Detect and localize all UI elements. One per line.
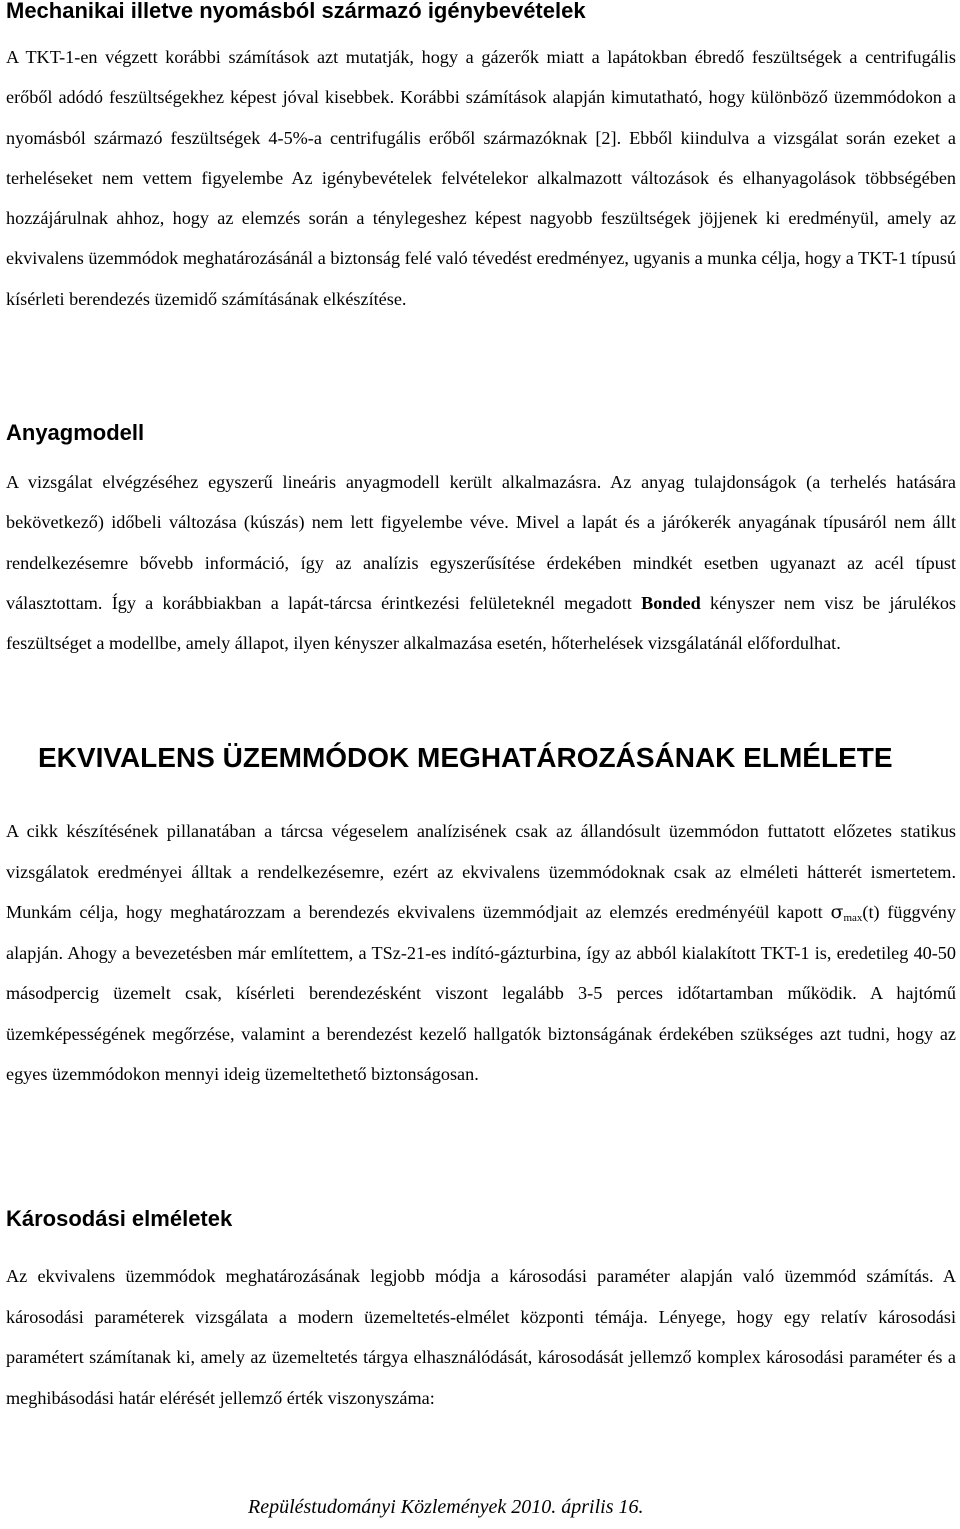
paragraph-damage-theories: Az ekvivalens üzemmódok meghatározásának legjobb módja a károsodási paraméter alapján való üzemmód számítás. A károsodási paraméterek vizsgálata a modern üzemeltetés-elmélet központi témája. Lényege, hogy egy relatív károsodási paramétert számítanak ki, amely az üzemeltetés tárgya elhasználódását, károsodását jellemző komplex károsodási paraméter és a meghibásodási határ elérését jellemző érték viszonyszáma:	[6, 1266, 956, 1408]
paragraph-material-text-2: kényszer nem visz be járulékos feszültséget a modellbe, amely állapot, ilyen kényszer alkalmazása esetén, hőterhelések vizsgálatánál előfordulhat.	[6, 592, 956, 654]
paragraph-equivalent-text-1: A cikk készítésének pillanatában a tárcsa végeselem analízisének csak az állandósult üzemmódon futtatott előzetes statikus vizsgálatok eredményei álltak a rendelkezésemre, ezért az ekvivalens üzemmódoknak csak az elméleti hátterét ismertetem. Munkám célja, hogy meghatározzam a berendezés ekvivalens üzemmódjait az elemzés eredményéül kapott	[6, 821, 956, 922]
paragraph-mechanical: A TKT-1-en végzett korábbi számítások azt mutatják, hogy a gázerők miatt a lapátokban ébredő feszültségek a centrifugális erőből adódó feszültségekhez képest jóval kisebbek. Korábbi számítások alapján kimutatható, hogy különböző üzemmódokon a nyomásból származó feszültségek 4-5%-a centrifugális erőből származóknak [2]. Ebből kiindulva a vizsgálat során ezeket a terheléseket nem vettem figyelembe Az igénybevételek felvételekor alkalmazott változások és elhanyagolások többségében hozzájárulnak ahhoz, hogy az elemzés során a ténylegeshez képest nagyobb feszültségek jöjjenek ki eredményül, amely az ekvivalens üzemmódok meghatározásánál a biztonság felé való tévedést eredményez, ugyanis a munka célja, hogy a TKT-1 típusú kísérleti berendezés üzemidő számításának elkészítése.	[6, 47, 956, 309]
section-heading-damage-theories: Károsodási elméletek	[6, 1206, 233, 1231]
paragraph-material-model	[6, 462, 956, 663]
paragraph-equivalent-modes	[6, 811, 956, 1095]
paragraph-equivalent-text-2: (t) függvény alapján. Ahogy a bevezetésben már említettem, a TSz-21-es indító-gázturbina, így az abból kialakított TKT-1 is, eredetileg 40-50 másodpercig üzemelt csak, kísérleti berendezésként viszont legalább 3-5 perces időtartamban működik. A hajtómű üzemképességének megőrzése, valamint a berendezést kezelő hallgatók biztonságának érdekében szükséges azt tudni, hogy az egyes üzemmódokon mennyi ideig üzemeltethető biztonságosan.	[6, 902, 956, 1084]
bonded-keyword: Bonded	[641, 592, 701, 613]
section-heading-mechanical: Mechanikai illetve nyomásból származó igénybevételek	[6, 0, 586, 23]
section-heading-material-model: Anyagmodell	[6, 420, 145, 445]
sigma-subscript: max	[843, 912, 863, 924]
paragraph-material-text-1: A vizsgálat elvégzéséhez egyszerű lineáris anyagmodell került alkalmazásra. Az anyag tulajdonságok (a terhelés hatására bekövetkező) időbeli változása (kúszás) nem lett figyelembe véve. Mivel a lapát és a járókerék anyagának típusáról nem állt rendelkezésemre bővebb információ, így az analízis egyszerűsítése érdekében mindkét esetben ugyanazt az acél típust választottam. Így a korábbiakban a lapát-tárcsa érintkezési felületeknél megadott	[6, 472, 956, 613]
chapter-heading-equivalent-modes: EKVIVALENS ÜZEMMÓDOK MEGHATÁROZÁSÁNAK ELMÉLETE	[38, 742, 893, 773]
page-footer: Repüléstudományi Közlemények 2010. április 16.	[248, 1496, 644, 1518]
sigma-symbol: σ	[830, 901, 844, 923]
